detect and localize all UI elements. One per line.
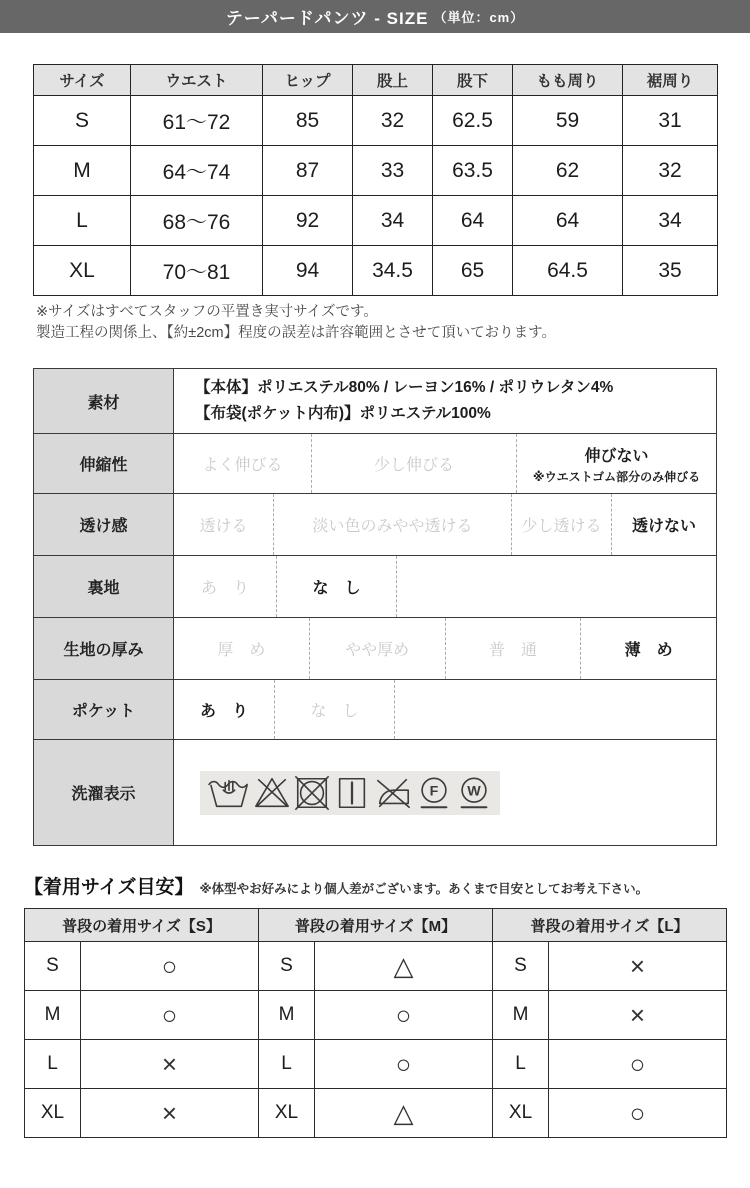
col-header-rise: 股上	[353, 65, 433, 96]
size-notes	[36, 302, 750, 344]
hand-wash-icon	[207, 774, 251, 812]
lining-empty-cell	[396, 556, 716, 617]
product-spec-table	[33, 368, 717, 846]
do-not-iron-icon	[373, 774, 413, 812]
hem-value: 31	[623, 96, 718, 146]
hem-value: 32	[623, 146, 718, 196]
fit-row-s	[25, 942, 727, 991]
fit-guide-table	[24, 908, 727, 1138]
inseam-value: 62.5	[433, 96, 513, 146]
rise-value: 32	[353, 96, 433, 146]
waist-value: 64〜74	[131, 146, 263, 196]
sheer-option-slight: 少し透ける	[511, 494, 611, 555]
material-line2: 【布袋(ポケット内布)】ポリエステル100%	[195, 405, 491, 422]
thickness-option-semi-thick: やや厚め	[309, 618, 445, 679]
col-header-thigh: もも周り	[513, 65, 623, 96]
stretch-note: ※ウエストゴム部分のみ伸びる	[532, 469, 701, 484]
col-header-inseam: 股下	[433, 65, 513, 96]
page-title: テーパードパンツ - SIZE	[225, 9, 429, 28]
svg-text:W: W	[467, 782, 481, 799]
fit-mark: △	[315, 1089, 493, 1138]
sheer-option-sheer: 透ける	[199, 518, 248, 535]
rise-value: 34	[353, 196, 433, 246]
fit-size-label: M	[25, 991, 81, 1040]
size-note-line1: ※サイズはすべてスタッフの平置き実寸サイズです。	[36, 304, 378, 320]
laundry-label: 洗濯表示	[34, 740, 174, 845]
wet-clean-w-icon	[455, 774, 493, 812]
fit-row-xl	[25, 1089, 727, 1138]
fit-table-header-row	[25, 909, 727, 942]
fit-size-label: XL	[25, 1089, 81, 1138]
sheer-option-opaque-selected: 透けない	[611, 494, 716, 555]
size-label: L	[34, 196, 131, 246]
spec-row-stretch	[34, 433, 716, 493]
fit-row-l	[25, 1040, 727, 1089]
spec-row-material	[34, 369, 716, 433]
thigh-value: 62	[513, 146, 623, 196]
thickness-option-thin-selected: 薄 め	[580, 618, 716, 679]
do-not-tumble-dry-icon	[293, 774, 331, 812]
material-label: 素材	[34, 369, 174, 433]
size-row-s	[34, 96, 718, 146]
fit-mark: ×	[549, 991, 727, 1040]
fit-mark: ○	[315, 1040, 493, 1089]
line-dry-icon	[333, 774, 371, 812]
size-label: XL	[34, 246, 131, 296]
rise-value: 34.5	[353, 246, 433, 296]
thickness-option-thick: 厚 め	[217, 642, 266, 659]
spec-row-lining	[34, 555, 716, 617]
stretch-selected-text: 伸びない	[584, 447, 649, 465]
fit-size-label: M	[259, 991, 315, 1040]
fit-size-label: L	[25, 1040, 81, 1089]
size-note-line2: 製造工程の関係上、【約±2cm】程度の誤差は許容範囲とさせて頂いております。	[36, 325, 556, 341]
size-table-header-row	[34, 65, 718, 96]
fit-size-label: XL	[493, 1089, 549, 1138]
fit-group-header-m: 普段の着用サイズ【M】	[259, 909, 493, 942]
spec-row-thickness	[34, 617, 716, 679]
fit-guide-note: ※体型やお好みにより個人差がございます。あくまで目安としてお考え下さい。	[199, 882, 649, 896]
hip-value: 92	[263, 196, 353, 246]
fit-guide-title: 【着用サイズ目安】	[24, 877, 194, 898]
waist-value: 68〜76	[131, 196, 263, 246]
inseam-value: 64	[433, 196, 513, 246]
fit-mark: ○	[549, 1089, 727, 1138]
col-header-hem: 裾周り	[623, 65, 718, 96]
fit-size-label: XL	[259, 1089, 315, 1138]
dry-clean-f-icon	[415, 774, 453, 812]
lining-option-yes: あ り	[200, 580, 249, 597]
col-header-hip: ヒップ	[263, 65, 353, 96]
fit-mark: ○	[549, 1040, 727, 1089]
hip-value: 94	[263, 246, 353, 296]
fit-mark: ×	[81, 1040, 259, 1089]
thigh-value: 64.5	[513, 246, 623, 296]
lining-label: 裏地	[34, 556, 174, 617]
page-title-bar	[0, 0, 750, 33]
pocket-option-yes-selected: あ り	[199, 703, 248, 720]
thigh-value: 59	[513, 96, 623, 146]
stretch-option-slight: 少し伸びる	[311, 434, 516, 493]
inseam-value: 65	[433, 246, 513, 296]
hip-value: 87	[263, 146, 353, 196]
fit-group-header-l: 普段の着用サイズ【L】	[493, 909, 727, 942]
fit-group-header-s: 普段の着用サイズ【S】	[25, 909, 259, 942]
col-header-size: サイズ	[34, 65, 131, 96]
size-row-m	[34, 146, 718, 196]
pocket-label: ポケット	[34, 680, 174, 739]
hip-value: 85	[263, 96, 353, 146]
fit-size-label: M	[493, 991, 549, 1040]
material-line1: 【本体】ポリエステル80% / レーヨン16% / ポリウレタン4%	[195, 379, 614, 396]
fit-mark: △	[315, 942, 493, 991]
hem-value: 35	[623, 246, 718, 296]
hem-value: 34	[623, 196, 718, 246]
fit-mark: ×	[549, 942, 727, 991]
thickness-option-normal: 普 通	[445, 618, 581, 679]
fit-mark: ×	[81, 1089, 259, 1138]
thickness-label: 生地の厚み	[34, 618, 174, 679]
rise-value: 33	[353, 146, 433, 196]
fit-size-label: S	[259, 942, 315, 991]
page-title-unit: （単位：cm）	[433, 10, 525, 25]
size-label: M	[34, 146, 131, 196]
spec-row-pocket	[34, 679, 716, 739]
size-label: S	[34, 96, 131, 146]
waist-value: 70〜81	[131, 246, 263, 296]
sheerness-label: 透け感	[34, 494, 174, 555]
fit-size-label: S	[25, 942, 81, 991]
pocket-empty-cell	[394, 680, 716, 739]
fit-guide-heading	[24, 872, 750, 899]
stretch-option-high: よく伸びる	[202, 457, 283, 474]
fit-size-label: L	[259, 1040, 315, 1089]
fit-mark: ○	[81, 991, 259, 1040]
size-measurement-table	[33, 64, 718, 296]
pocket-option-no: な し	[274, 680, 394, 739]
size-row-l	[34, 196, 718, 246]
lining-option-no-selected: な し	[276, 556, 396, 617]
stretch-option-none-selected	[516, 434, 716, 493]
waist-value: 61〜72	[131, 96, 263, 146]
spec-row-sheerness	[34, 493, 716, 555]
stretch-label: 伸縮性	[34, 434, 174, 493]
spec-row-laundry	[34, 739, 716, 845]
fit-size-label: S	[493, 942, 549, 991]
sheer-option-light-colors: 淡い色のみやや透ける	[273, 494, 511, 555]
svg-text:F: F	[429, 782, 439, 799]
size-row-xl	[34, 246, 718, 296]
do-not-bleach-icon	[253, 774, 291, 812]
care-label-strip	[200, 771, 500, 815]
fit-mark: ○	[315, 991, 493, 1040]
fit-mark: ○	[81, 942, 259, 991]
inseam-value: 63.5	[433, 146, 513, 196]
col-header-waist: ウエスト	[131, 65, 263, 96]
thigh-value: 64	[513, 196, 623, 246]
fit-row-m	[25, 991, 727, 1040]
fit-size-label: L	[493, 1040, 549, 1089]
